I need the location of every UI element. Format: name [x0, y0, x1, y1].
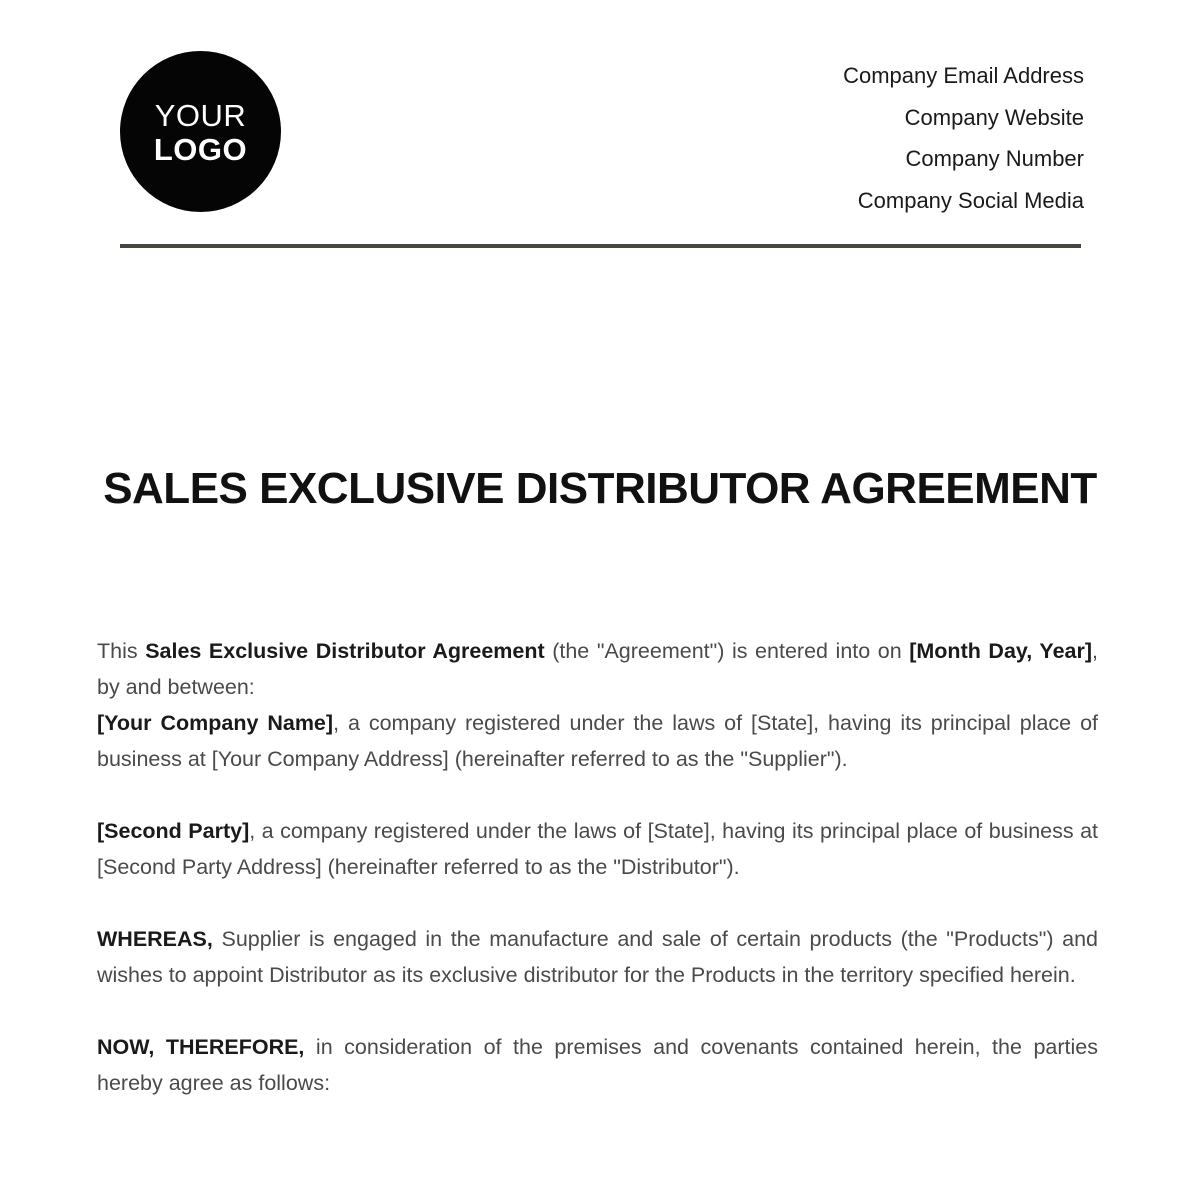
- intro-text-3: , by and between:: [97, 639, 1098, 699]
- company-number: Company Number: [905, 146, 1084, 171]
- supplier-name: [Your Company Name]: [97, 711, 334, 735]
- logo-text-your: YOUR: [154, 98, 247, 133]
- distributor-paragraph: [97, 813, 1098, 885]
- agreement-date: [Month Day, Year]: [909, 639, 1093, 663]
- therefore-paragraph: [97, 1029, 1098, 1101]
- distributor-text: , a company registered under the laws of [State], having its principal place of business at [Second Party Address] (hereinafter referred to as the "Distributor").: [97, 819, 1099, 879]
- supplier-text: , a company registered under the laws of [State], having its principal place of business at [Your Company Address] (hereinafter referred to as the "Supplier").: [97, 711, 1098, 771]
- company-website: Company Website: [904, 104, 1084, 130]
- logo-text-logo: LOGO: [153, 132, 248, 167]
- company-email: Company Email Address: [843, 63, 1084, 88]
- whereas-paragraph: [97, 921, 1098, 993]
- agreement-name: Sales Exclusive Distributor Agreement: [145, 639, 545, 663]
- whereas-text: Supplier is engaged in the manufacture and sale of certain products (the "Products") and wishes to appoint Distributor as its exclusive distributor for the Products in the territory specified herein.: [97, 927, 1098, 987]
- document-body: [97, 633, 1098, 1101]
- company-logo: [120, 51, 281, 212]
- company-social-media: Company Social Media: [857, 187, 1084, 213]
- intro-text-1: This: [97, 639, 146, 663]
- company-contact-block: [843, 55, 1084, 221]
- therefore-label: NOW, THEREFORE,: [97, 1035, 305, 1059]
- header-divider: [120, 244, 1081, 248]
- whereas-label: WHEREAS,: [97, 927, 213, 951]
- document-title: SALES EXCLUSIVE DISTRIBUTOR AGREEMENT: [103, 464, 1097, 513]
- intro-paragraph: [97, 633, 1098, 705]
- therefore-text: in consideration of the premises and covenants contained herein, the parties hereby agree as follows:: [97, 1035, 1098, 1095]
- supplier-paragraph: [97, 705, 1098, 777]
- intro-text-2: (the "Agreement") is entered into on: [544, 639, 910, 663]
- distributor-name: [Second Party]: [97, 819, 250, 843]
